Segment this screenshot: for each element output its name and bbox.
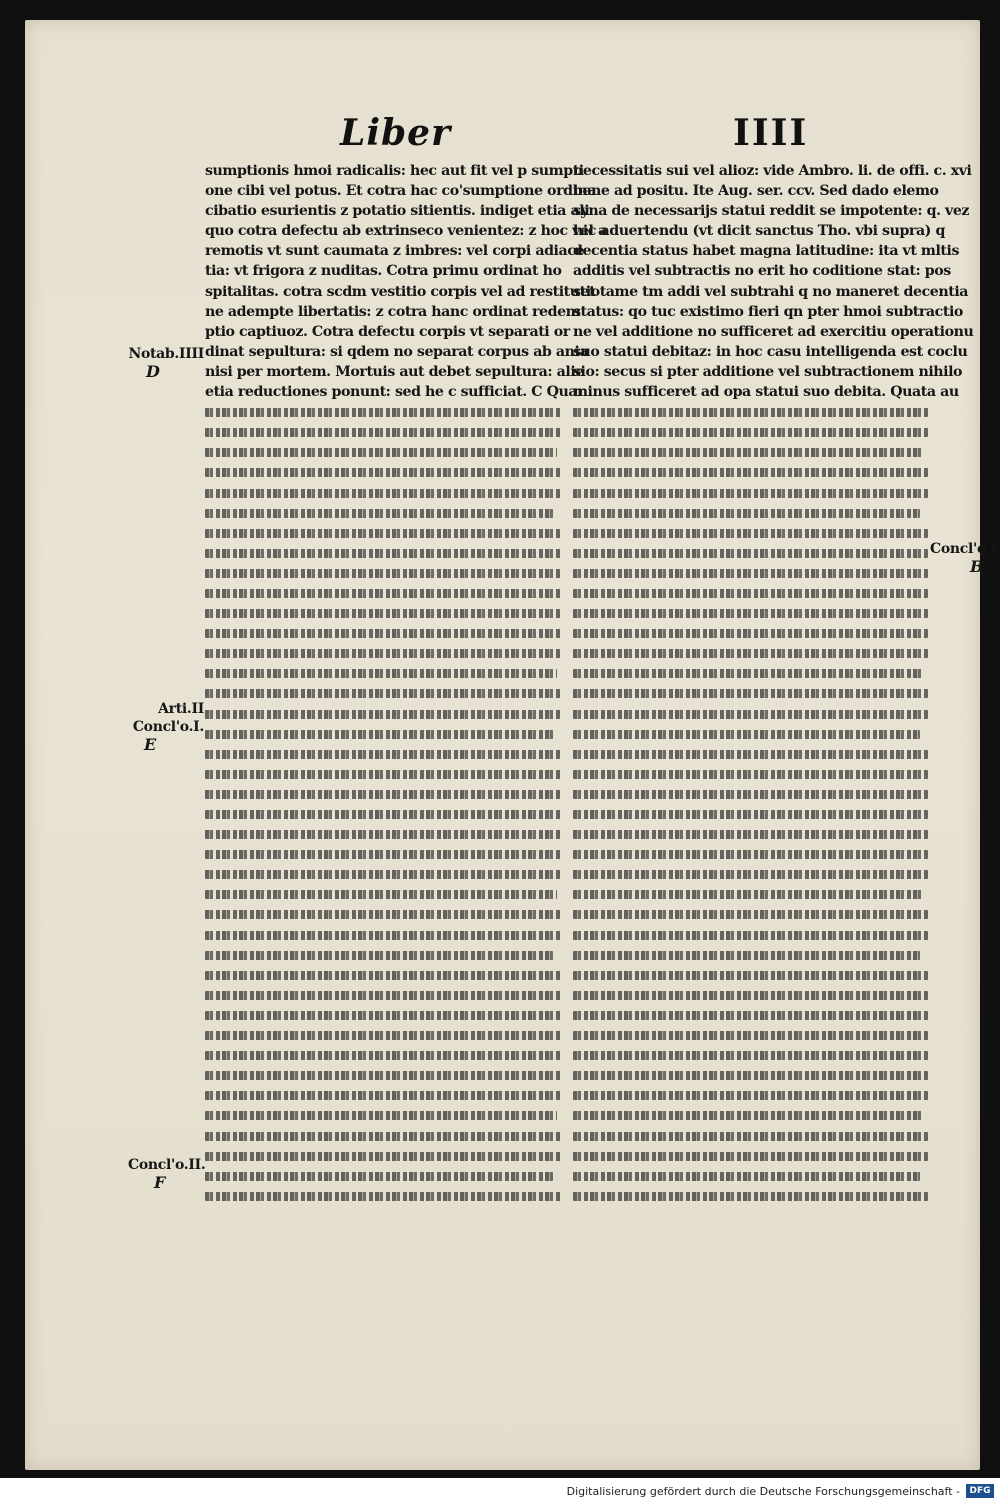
text-line-placeholder <box>573 744 928 764</box>
text-line-placeholder <box>573 884 928 904</box>
text-line-placeholder <box>205 603 561 623</box>
margin-note-notab-label: Notab.IIII <box>128 346 204 362</box>
text-line-placeholder <box>205 784 561 804</box>
text-line-placeholder <box>205 1025 561 1045</box>
text-line-placeholder <box>205 1085 561 1105</box>
text-line-placeholder <box>573 422 928 442</box>
text-line-placeholder <box>573 1085 928 1105</box>
text-line-placeholder <box>573 1166 928 1186</box>
text-line-placeholder <box>573 683 928 703</box>
text-line-placeholder <box>205 764 561 784</box>
text-line: sumptionis hmoi radicalis: hec aut fit vel p sumpti <box>205 163 584 179</box>
text-line-placeholder <box>205 1005 561 1025</box>
running-head-folio: IIII <box>733 112 809 154</box>
margin-note-conclusio-2-label: Concl'o.II. <box>128 1157 206 1173</box>
text-line: suo statui debitaz: in hoc casu intelligenda est coclu <box>573 343 968 360</box>
text-line-placeholder <box>573 483 928 503</box>
text-line-placeholder <box>573 1126 928 1146</box>
text-line-placeholder <box>573 824 928 844</box>
margin-note-notab-letter: D <box>146 362 160 381</box>
text-line-placeholder <box>573 523 928 543</box>
running-head-liber: Liber <box>340 112 452 154</box>
text-line-placeholder <box>205 663 561 683</box>
text-line: syna de necessarijs statui reddit se impotente: q. vez <box>573 203 970 220</box>
text-line-placeholder <box>205 965 561 985</box>
text-line-placeholder <box>205 884 561 904</box>
text-line-placeholder <box>205 744 561 764</box>
text-line-placeholder <box>205 824 561 844</box>
text-line: ptio captiuoz. Cotra defectu corpis vt separati or <box>205 323 570 340</box>
text-line-placeholder <box>205 563 561 583</box>
text-line-placeholder <box>205 804 561 824</box>
text-line: ne adempte libertatis: z cotra hanc ordinat redem <box>205 303 581 320</box>
text-line: ne vel additione no sufficeret ad exercitiu operationu <box>573 323 974 340</box>
text-line-placeholder <box>573 402 928 422</box>
text-line: remotis vt sunt caumata z imbres: vel corpi adiace <box>205 243 584 260</box>
text-line-placeholder <box>573 724 928 744</box>
text-line-placeholder <box>205 925 561 945</box>
text-line: quo cotra defectu ab extrinseco venientez: z hoc vel a <box>205 223 607 240</box>
text-line-placeholder <box>205 844 561 864</box>
text-line-placeholder <box>205 402 561 422</box>
margin-note-arti-letter: E <box>144 735 156 754</box>
text-line-placeholder <box>573 442 928 462</box>
text-line: etia reductiones ponunt: sed he c sufficiat. C Quar <box>205 384 585 401</box>
text-line: status: qo tuc existimo fieri qn pter hmoi subtractio <box>573 303 963 320</box>
text-line-placeholder <box>205 1045 561 1065</box>
text-line-placeholder <box>573 1186 928 1206</box>
text-line-placeholder <box>573 904 928 924</box>
text-line-placeholder <box>205 904 561 924</box>
text-line-placeholder <box>205 462 561 482</box>
text-line-placeholder <box>573 603 928 623</box>
text-line-placeholder <box>205 1166 561 1186</box>
text-line-placeholder <box>205 583 561 603</box>
text-line: additis vel subtractis no erit ho coditione stat: pos <box>573 263 951 280</box>
digitization-footer <box>0 1478 1000 1506</box>
text-line-placeholder <box>205 1186 561 1206</box>
text-line-placeholder <box>573 925 928 945</box>
text-line: one cibi vel potus. Et cotra hac co'sumptione ordina <box>205 183 597 200</box>
text-line-placeholder <box>205 985 561 1005</box>
text-line: sio: secus si pter additione vel subtractionem nihilo <box>573 363 963 380</box>
text-line-placeholder <box>573 844 928 864</box>
text-line-placeholder <box>573 784 928 804</box>
text-line: tia: vt frigora z nuditas. Cotra primu ordinat ho <box>205 263 562 280</box>
text-line-placeholder <box>205 643 561 663</box>
text-line-placeholder <box>205 1065 561 1085</box>
text-line-placeholder <box>573 543 928 563</box>
text-line-placeholder <box>573 864 928 884</box>
text-line-placeholder <box>573 1045 928 1065</box>
text-line-placeholder <box>205 422 561 442</box>
text-line-placeholder <box>205 543 561 563</box>
text-line-placeholder <box>205 623 561 643</box>
text-line-placeholder <box>205 523 561 543</box>
dfg-logo: DFG <box>966 1484 994 1498</box>
text-line-placeholder <box>573 1005 928 1025</box>
text-line-placeholder <box>205 483 561 503</box>
margin-note-notab <box>128 345 204 381</box>
text-line: spitalitas. cotra scdm vestitio corpis vel ad restitutio <box>205 283 600 300</box>
text-line-placeholder <box>205 945 561 965</box>
margin-note-conclusio-2-letter: F <box>154 1173 166 1192</box>
text-line: bene ad positu. Ite Aug. ser. ccv. Sed dado elemo <box>573 183 939 200</box>
text-line: decentia status habet magna latitudine: ita vt mltis <box>573 243 960 260</box>
text-line-placeholder <box>573 503 928 523</box>
text-line-placeholder <box>573 583 928 603</box>
text-line-placeholder <box>205 1126 561 1146</box>
text-line: minus sufficeret ad opa statui suo debita. Quata au <box>573 384 959 401</box>
margin-note-arti <box>128 700 204 754</box>
text-line-placeholder <box>573 1146 928 1166</box>
margin-note-conclusio-1-right <box>930 540 996 576</box>
text-line: dinat sepultura: si qdem no separat corpus ab ania <box>205 343 589 360</box>
text-line-placeholder <box>205 864 561 884</box>
text-line-placeholder <box>205 442 561 462</box>
text-line: cibatio esurientis z potatio sitientis. indiget etia ali <box>205 203 590 220</box>
footer-credit-text: Digitalisierung gefördert durch die Deutsche Forschungsgemeinschaft - <box>566 1485 960 1498</box>
text-line-placeholder <box>573 945 928 965</box>
text-line: necessitatis sui vel alioz: vide Ambro. li. de offi. c. xvi <box>573 163 972 179</box>
text-line-placeholder <box>573 965 928 985</box>
margin-note-conclusio-1-right-letter: B <box>970 557 984 576</box>
text-line-placeholder <box>205 503 561 523</box>
text-line-placeholder <box>205 1105 561 1125</box>
text-line-placeholder <box>573 1025 928 1045</box>
text-line: set tame tm addi vel subtrahi q no maneret decentia <box>573 283 969 300</box>
text-line-placeholder <box>573 704 928 724</box>
text-line-placeholder <box>205 683 561 703</box>
margin-note-conclusio-1-right-label: Concl'o I <box>930 541 997 557</box>
text-line-placeholder <box>573 764 928 784</box>
text-line-placeholder <box>205 704 561 724</box>
text-line-placeholder <box>205 1146 561 1166</box>
margin-note-arti-label2: Concl'o.I. <box>132 719 204 735</box>
text-line-placeholder <box>573 1065 928 1085</box>
text-line-placeholder <box>573 1105 928 1125</box>
margin-note-arti-label: Arti.II <box>158 701 204 717</box>
text-line: nisi per mortem. Mortuis aut debet sepultura: alie <box>205 363 584 380</box>
text-line-placeholder <box>573 563 928 583</box>
text-line: hic aduertendu (vt dicit sanctus Tho. vbi supra) q <box>573 223 945 240</box>
text-line-placeholder <box>205 724 561 744</box>
margin-note-conclusio-2 <box>128 1156 204 1192</box>
text-line-placeholder <box>573 643 928 663</box>
text-line-placeholder <box>573 462 928 482</box>
text-line-placeholder <box>573 663 928 683</box>
text-line-placeholder <box>573 804 928 824</box>
text-column-left <box>205 161 607 1219</box>
text-line-placeholder <box>573 623 928 643</box>
text-line-placeholder <box>573 985 928 1005</box>
